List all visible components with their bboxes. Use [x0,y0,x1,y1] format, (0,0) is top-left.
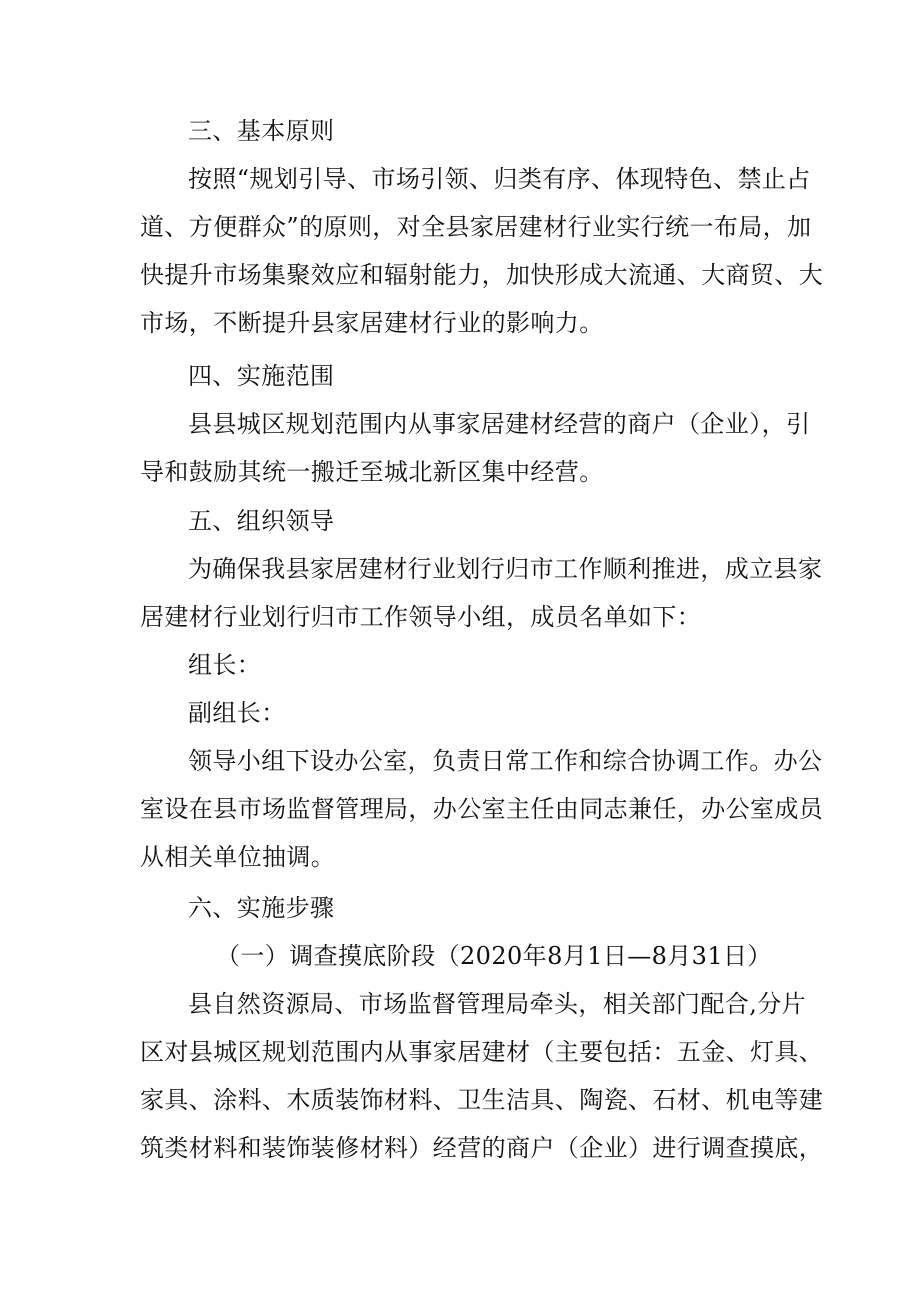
paragraph-line: 道、方便群众”的原则，对全县家居建材行业实行统一布局，加 [140,213,812,241]
paragraph-line: 从相关单位抽调。 [140,843,336,871]
section-heading: 三、基本原则 [188,117,335,145]
section-organization-leadership [140,497,824,881]
section-heading: 六、实施步骤 [188,894,335,922]
paragraph-line: 快提升市场集聚效应和辐射能力，加快形成大流通、大商贸、大 [140,261,824,289]
paragraph-line: 区对县城区规划范围内从事家居建材（主要包括：五金、灯具、 [140,1038,824,1066]
section-implementation-scope [140,352,811,496]
section-heading: 五、组织领导 [188,507,335,535]
paragraph-line: 按照“规划引导、市场引领、归类有序、体现特色、禁止占 [188,165,811,193]
paragraph-line: 县县城区规划范围内从事家居建材经营的商户（企业），引 [188,410,811,438]
leader-label: 组长： [188,651,262,679]
paragraph-line: 领导小组下设办公室，负责日常工作和综合协调工作。办公 [188,747,823,775]
section-heading: 四、实施范围 [188,362,335,390]
subsection-heading: （一）调查摸底阶段（2020年8月1日—8月31日） [216,942,772,970]
paragraph-line: 室设在县市场监督管理局，办公室主任由同志兼任，办公室成员 [140,795,824,823]
deputy-leader-label: 副组长： [188,699,286,727]
paragraph-line: 居建材行业划行归市工作领导小组，成员名单如下： [140,603,702,631]
paragraph-line: 市场，不断提升县家居建材行业的影响力。 [140,309,604,337]
paragraph-line: 导和鼓励其统一搬迁至城北新区集中经营。 [140,458,604,486]
paragraph-line: 县自然资源局、市场监督管理局牵头，相关部门配合,分片 [188,990,807,1018]
section-basic-principles [140,107,824,347]
paragraph-line: 为确保我县家居建材行业划行归市工作顺利推进，成立县家 [188,555,823,583]
paragraph-line: 筑类材料和装饰装修材料）经营的商户（企业）进行调查摸底， [140,1134,824,1162]
section-implementation-steps [140,884,824,1172]
paragraph-line: 家具、涂料、木质装饰材料、卫生洁具、陶瓷、石材、机电等建 [140,1086,824,1114]
